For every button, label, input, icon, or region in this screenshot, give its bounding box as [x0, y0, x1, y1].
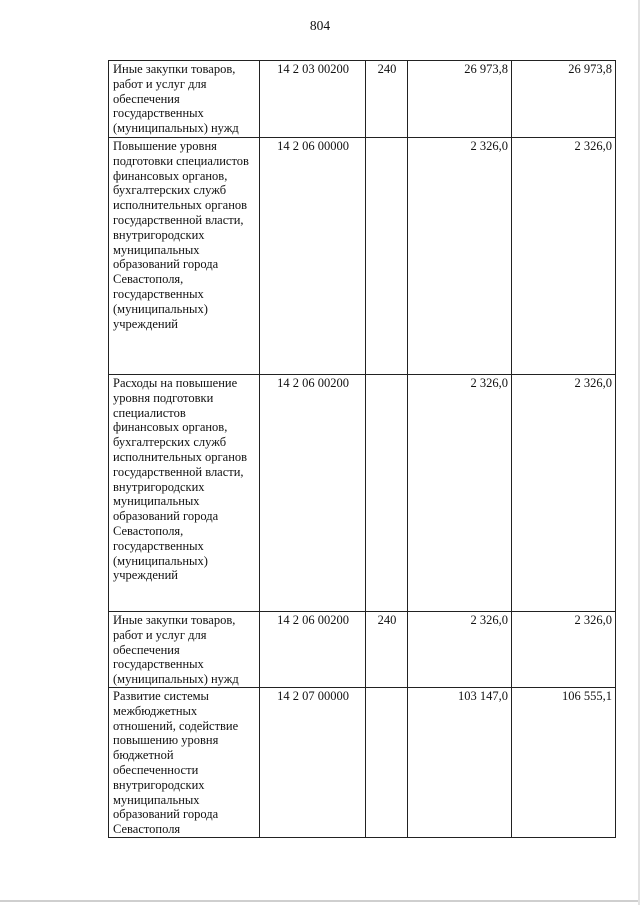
row-expense-type [366, 138, 408, 375]
row-amount-1: 2 326,0 [408, 612, 512, 688]
row-expense-type [366, 687, 408, 837]
row-amount-2: 106 555,1 [512, 687, 616, 837]
row-code: 14 2 06 00000 [260, 138, 366, 375]
table-row [109, 687, 616, 837]
row-amount-1: 103 147,0 [408, 687, 512, 837]
row-amount-1: 2 326,0 [408, 375, 512, 612]
row-expense-type: 240 [366, 612, 408, 688]
row-expense-type [366, 375, 408, 612]
row-name-cell [109, 612, 260, 688]
table-row [109, 138, 616, 375]
row-code: 14 2 07 00000 [260, 687, 366, 837]
budget-table [108, 60, 616, 838]
row-amount-2: 2 326,0 [512, 375, 616, 612]
row-name-cell [109, 687, 260, 837]
row-amount-2: 26 973,8 [512, 61, 616, 138]
row-expense-type: 240 [366, 61, 408, 138]
row-name-cell [109, 61, 260, 138]
row-name: Расходы на повышение уровня подготовки специалистов финансовых органов, бухгалтерских служб исполнительных органов государственной власти, внутригородских муниципальных образований города Севастополя, государственных (муниципальных) учреждений [113, 376, 248, 583]
table-row [109, 375, 616, 612]
row-name-cell [109, 138, 260, 375]
scan-edge [0, 900, 640, 902]
row-amount-1: 2 326,0 [408, 138, 512, 375]
row-amount-1: 26 973,8 [408, 61, 512, 138]
row-code: 14 2 06 00200 [260, 375, 366, 612]
row-amount-2: 2 326,0 [512, 138, 616, 375]
row-code: 14 2 03 00200 [260, 61, 366, 138]
table-row [109, 61, 616, 138]
page-number: 804 [309, 18, 331, 33]
row-name: Иные закупки товаров, работ и услуг для обеспечения государственных (муниципальных) нужд [113, 613, 239, 687]
row-name: Развитие системы межбюджетных отношений, содействие повышению уровня бюджетной обеспеченности внутригородских муниципальных образований города Севастополя [113, 688, 239, 837]
table-row [109, 612, 616, 688]
row-name-cell [109, 375, 260, 612]
row-name: Иные закупки товаров, работ и услуг для обеспечения государственных (муниципальных) нужд [113, 62, 239, 136]
row-name: Повышение уровня подготовки специалистов финансовых органов, бухгалтерских служб исполнительных органов государственной власти, внутригородских муниципальных образований города Севастополя, государственных (муниципальных) учреждений [113, 139, 249, 331]
row-amount-2: 2 326,0 [512, 612, 616, 688]
row-code: 14 2 06 00200 [260, 612, 366, 688]
